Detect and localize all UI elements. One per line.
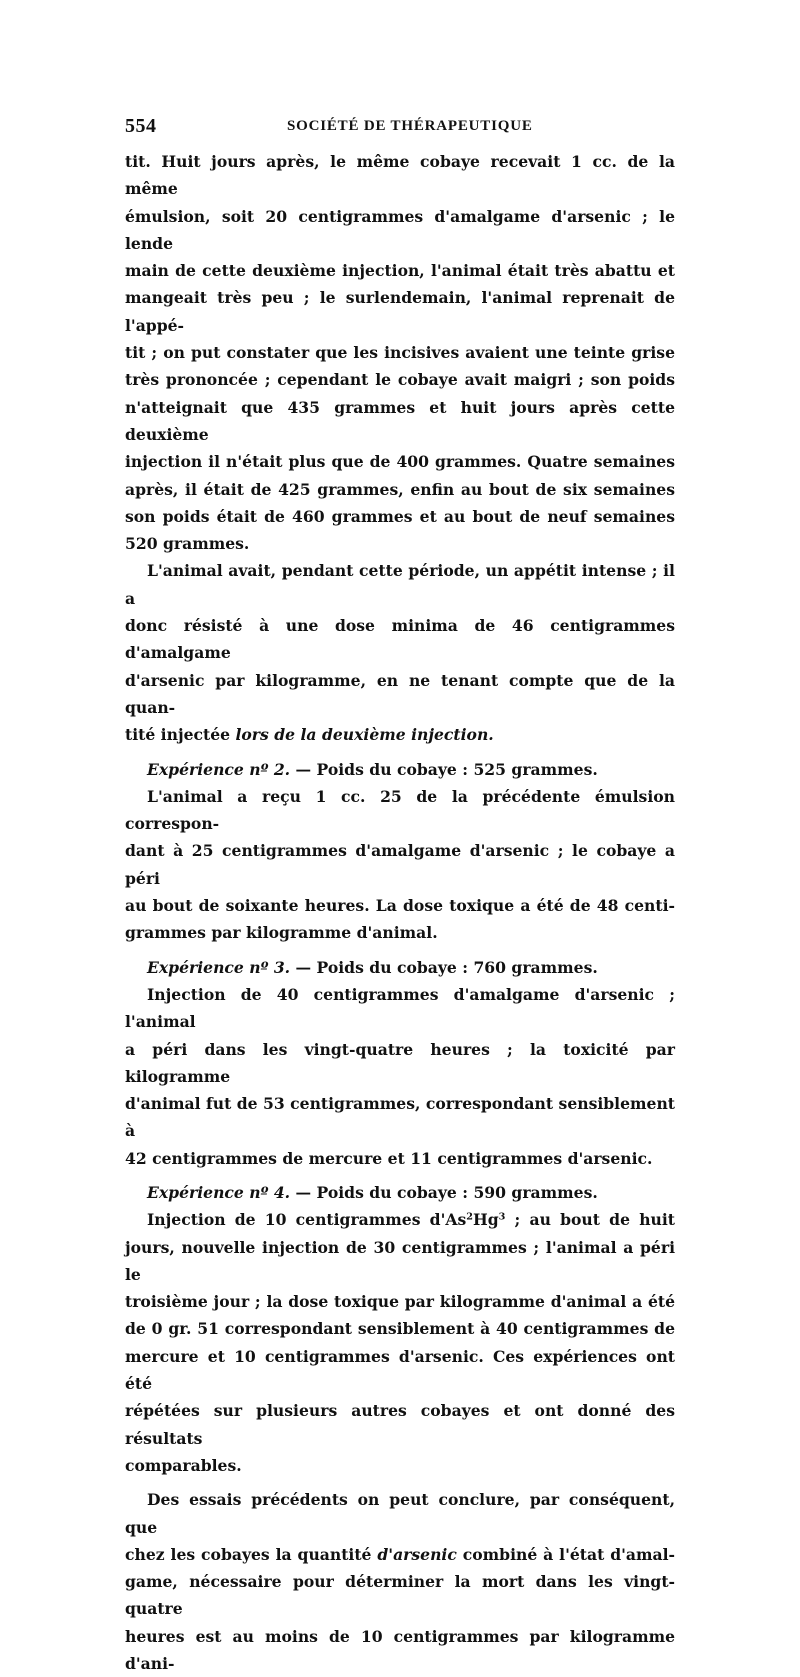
running-header [125,115,675,139]
text-line: n'atteignait que 435 grammes et huit jours après cette deuxième [125,397,675,444]
experiment-label: Expérience nº 4. [147,1182,291,1202]
text-line: mangeait très peu ; le surlendemain, l'animal reprenait de l'appé- [125,288,675,335]
text-line: L'animal avait, pendant cette période, un appétit intense ; il a [125,561,675,608]
text-line: de 0 gr. 51 correspondant sensiblement à 40 centigrammes de [125,1319,675,1339]
text-line: tit ; on put constater que les incisives avaient une teinte grise [125,343,675,363]
text-line: 520 grammes. [125,534,250,554]
italic-word: d'arsenic [377,1544,457,1564]
text-line: troisième jour ; la dose toxique par kilogramme d'animal a été [125,1292,675,1312]
text-line: heures est au moins de 10 centigrammes par kilogramme d'ani- [125,1626,675,1674]
text-line: dant à 25 centigrammes d'amalgame d'arsenic ; le cobaye a péri [125,841,675,888]
text-line: d'arsenic par kilogramme, en ne tenant compte que de la quan- [125,670,675,717]
text-line: d'animal fut de 53 centigrammes, correspondant sensiblement à [125,1094,675,1141]
text-line: très prononcée ; cependant le cobaye avait maigri ; son poids [125,370,675,390]
experiment-label: Expérience nº 2. [147,759,291,779]
text-line: comparables. [125,1455,242,1475]
text-line: 42 centigrammes de mercure et 11 centigrammes d'arsenic. [125,1148,653,1168]
experiment-heading-2 [125,756,675,783]
text-line: a péri dans les vingt-quatre heures ; la toxicité par kilogramme [125,1039,675,1086]
text-line: main de cette deuxième injection, l'animal était très abattu et [125,261,675,281]
text-line: jours, nouvelle injection de 30 centigrammes ; l'animal a péri le [125,1237,675,1284]
text-span: combiné à l'état d'amal- [456,1544,675,1564]
body-text [125,148,675,1677]
text-line: donc résisté à une dose minima de 46 centigrammes d'amalgame [125,616,675,663]
text-line: émulsion, soit 20 centigrammes d'amalgame d'arsenic ; le lende [125,206,675,253]
text-line: au bout de soixante heures. La dose toxique a été de 48 centi- [125,896,675,916]
text-line: après, il était de 425 grammes, enfin au bout de six semaines [125,479,675,499]
text-line: grammes par kilogramme d'animal. [125,923,438,943]
experiment-weight: — Poids du cobaye : 590 grammes. [290,1182,598,1202]
text-span: Injection de 10 centigrammes d'As [147,1210,467,1230]
text-line: mercure et 10 centigrammes d'arsenic. Ces expériences ont été [125,1346,675,1394]
italic-phrase: lors de la deuxième injection. [235,725,494,745]
text-line [125,1541,675,1568]
superscript: 3 [498,1211,506,1223]
text-span: chez les cobayes la quantité [125,1544,378,1564]
text-span: ; au bout de huit [505,1210,675,1230]
text-line [125,1206,675,1233]
text-line: L'animal a reçu 1 cc. 25 de la précédente émulsion correspon- [125,786,675,834]
text-span: tité injectée [125,725,236,745]
text-line: injection il n'était plus que de 400 grammes. Quatre semaines [125,452,675,472]
text-line: son poids était de 460 grammes et au bout de neuf semaines [125,506,675,526]
experiment-heading-3 [125,954,675,981]
text-line [125,721,675,748]
superscript: 2 [466,1211,473,1223]
text-line: game, nécessaire pour déterminer la mort dans les vingt-quatre [125,1572,675,1619]
experiment-heading-4 [125,1179,675,1206]
text-line: répétées sur plusieurs autres cobayes et ont donné des résultats [125,1401,675,1448]
running-title: SOCIÉTÉ DE THÉRAPEUTIQUE [287,118,533,134]
experiment-label: Expérience nº 3. [147,957,291,977]
text-line: Injection de 40 centigrammes d'amalgame d'arsenic ; l'animal [125,984,675,1032]
page-number: 554 [125,115,157,137]
text-line: tit. Huit jours après, le même cobaye recevait 1 cc. de la même [125,152,675,199]
text-line: Des essais précédents on peut conclure, par conséquent, que [125,1490,675,1537]
text-span: Hg [472,1210,499,1230]
experiment-weight: — Poids du cobaye : 525 grammes. [290,759,598,779]
experiment-weight: — Poids du cobaye : 760 grammes. [290,957,598,977]
